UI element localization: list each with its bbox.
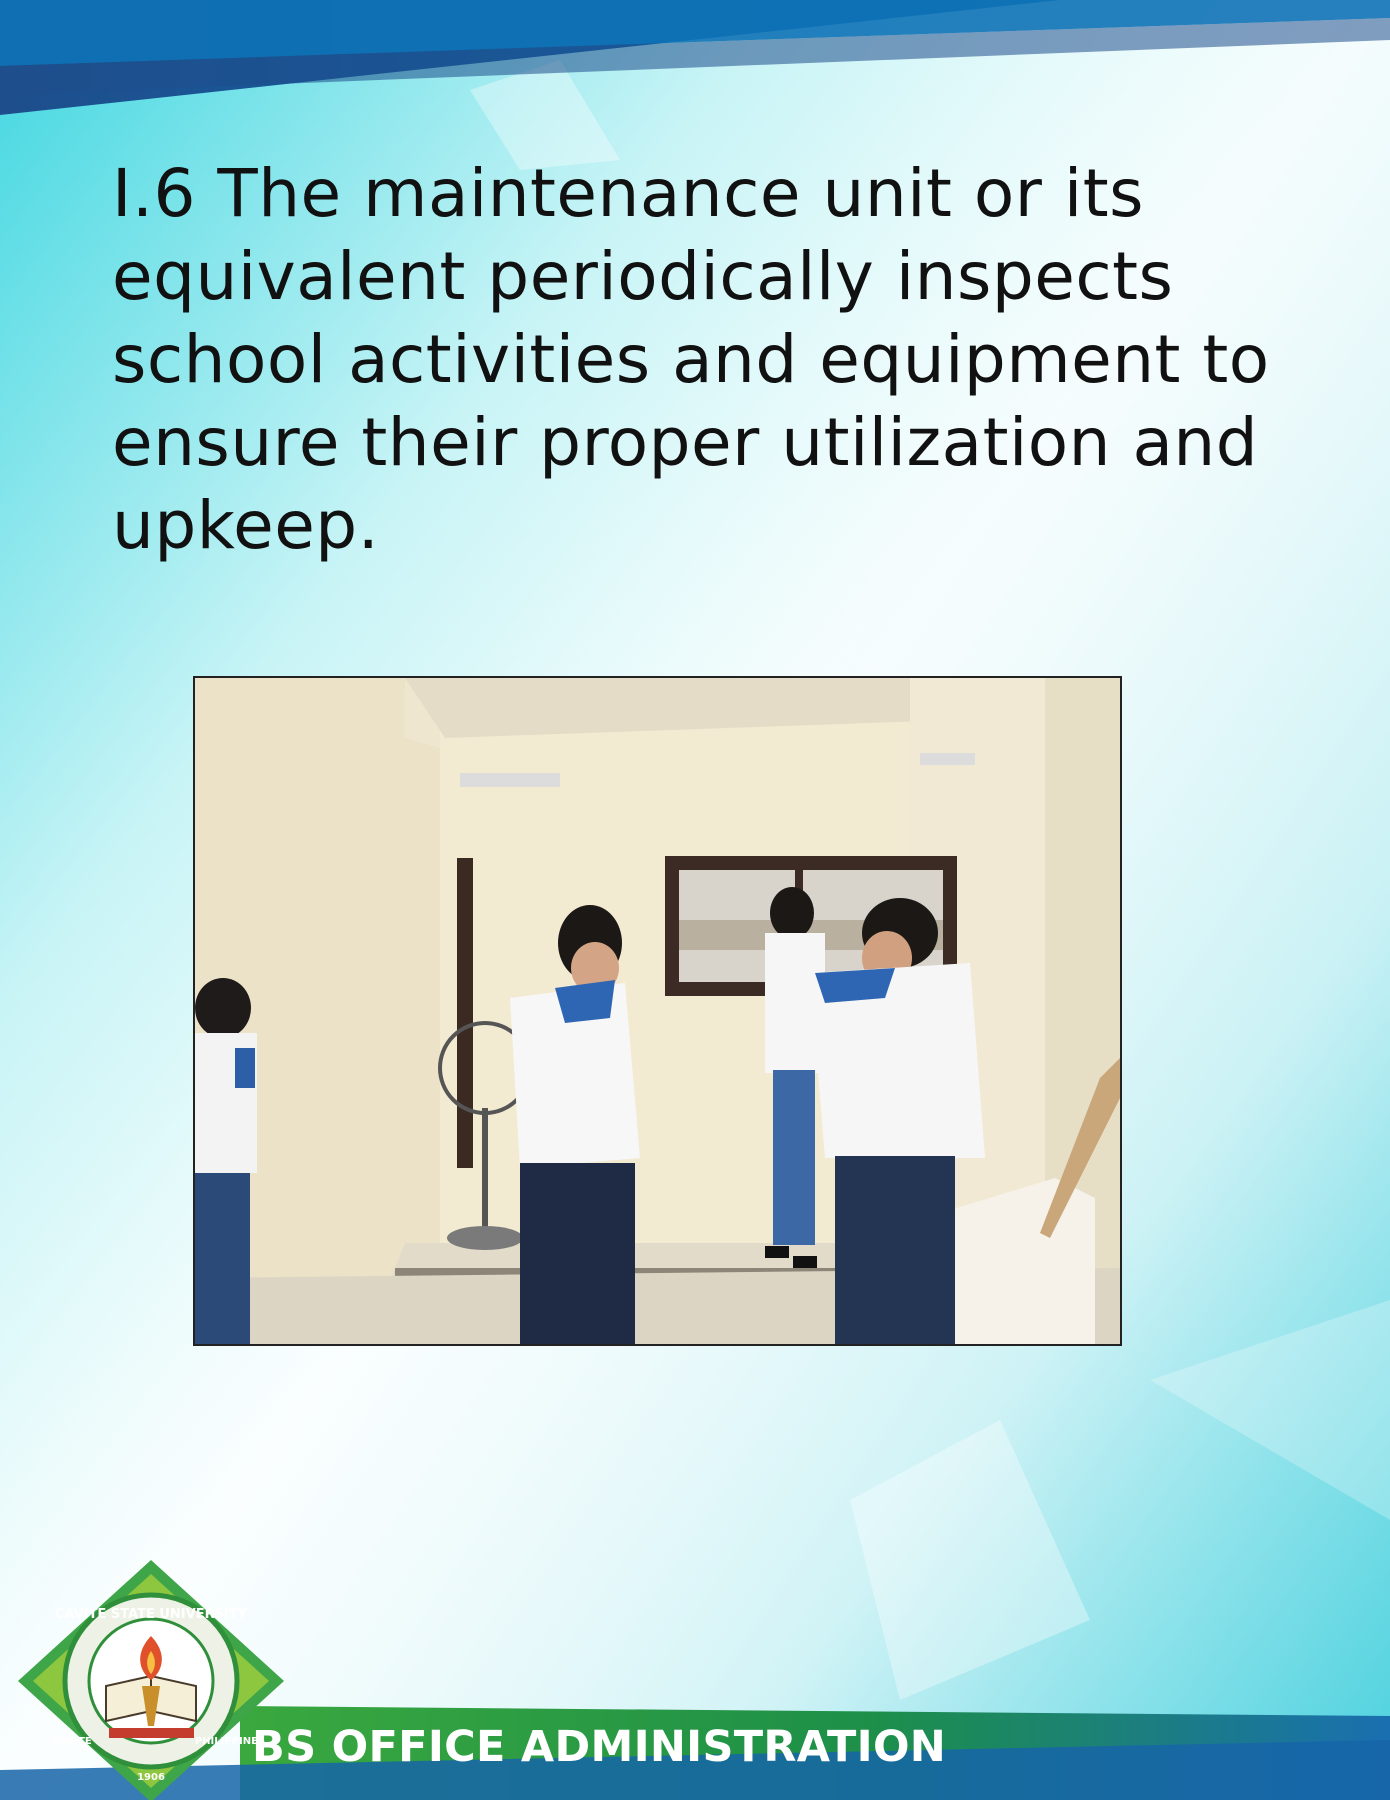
- university-seal-logo: [14, 1556, 289, 1800]
- seal-top-text: CAVITE STATE UNIVERSITY: [54, 1607, 248, 1622]
- inspection-photo: [193, 676, 1122, 1346]
- seal-year-text: 1906: [137, 1772, 165, 1783]
- slide-heading: I.6 The maintenance unit or its equivalent periodically inspects school activities and equipment to ensure their proper utilization and upkeep.: [112, 155, 1270, 564]
- program-name-footer: BS OFFICE ADMINISTRATION: [252, 1722, 947, 1772]
- seal-left-text: CAVITE: [52, 1736, 92, 1747]
- seal-right-text: PHILIPPINES: [194, 1736, 266, 1747]
